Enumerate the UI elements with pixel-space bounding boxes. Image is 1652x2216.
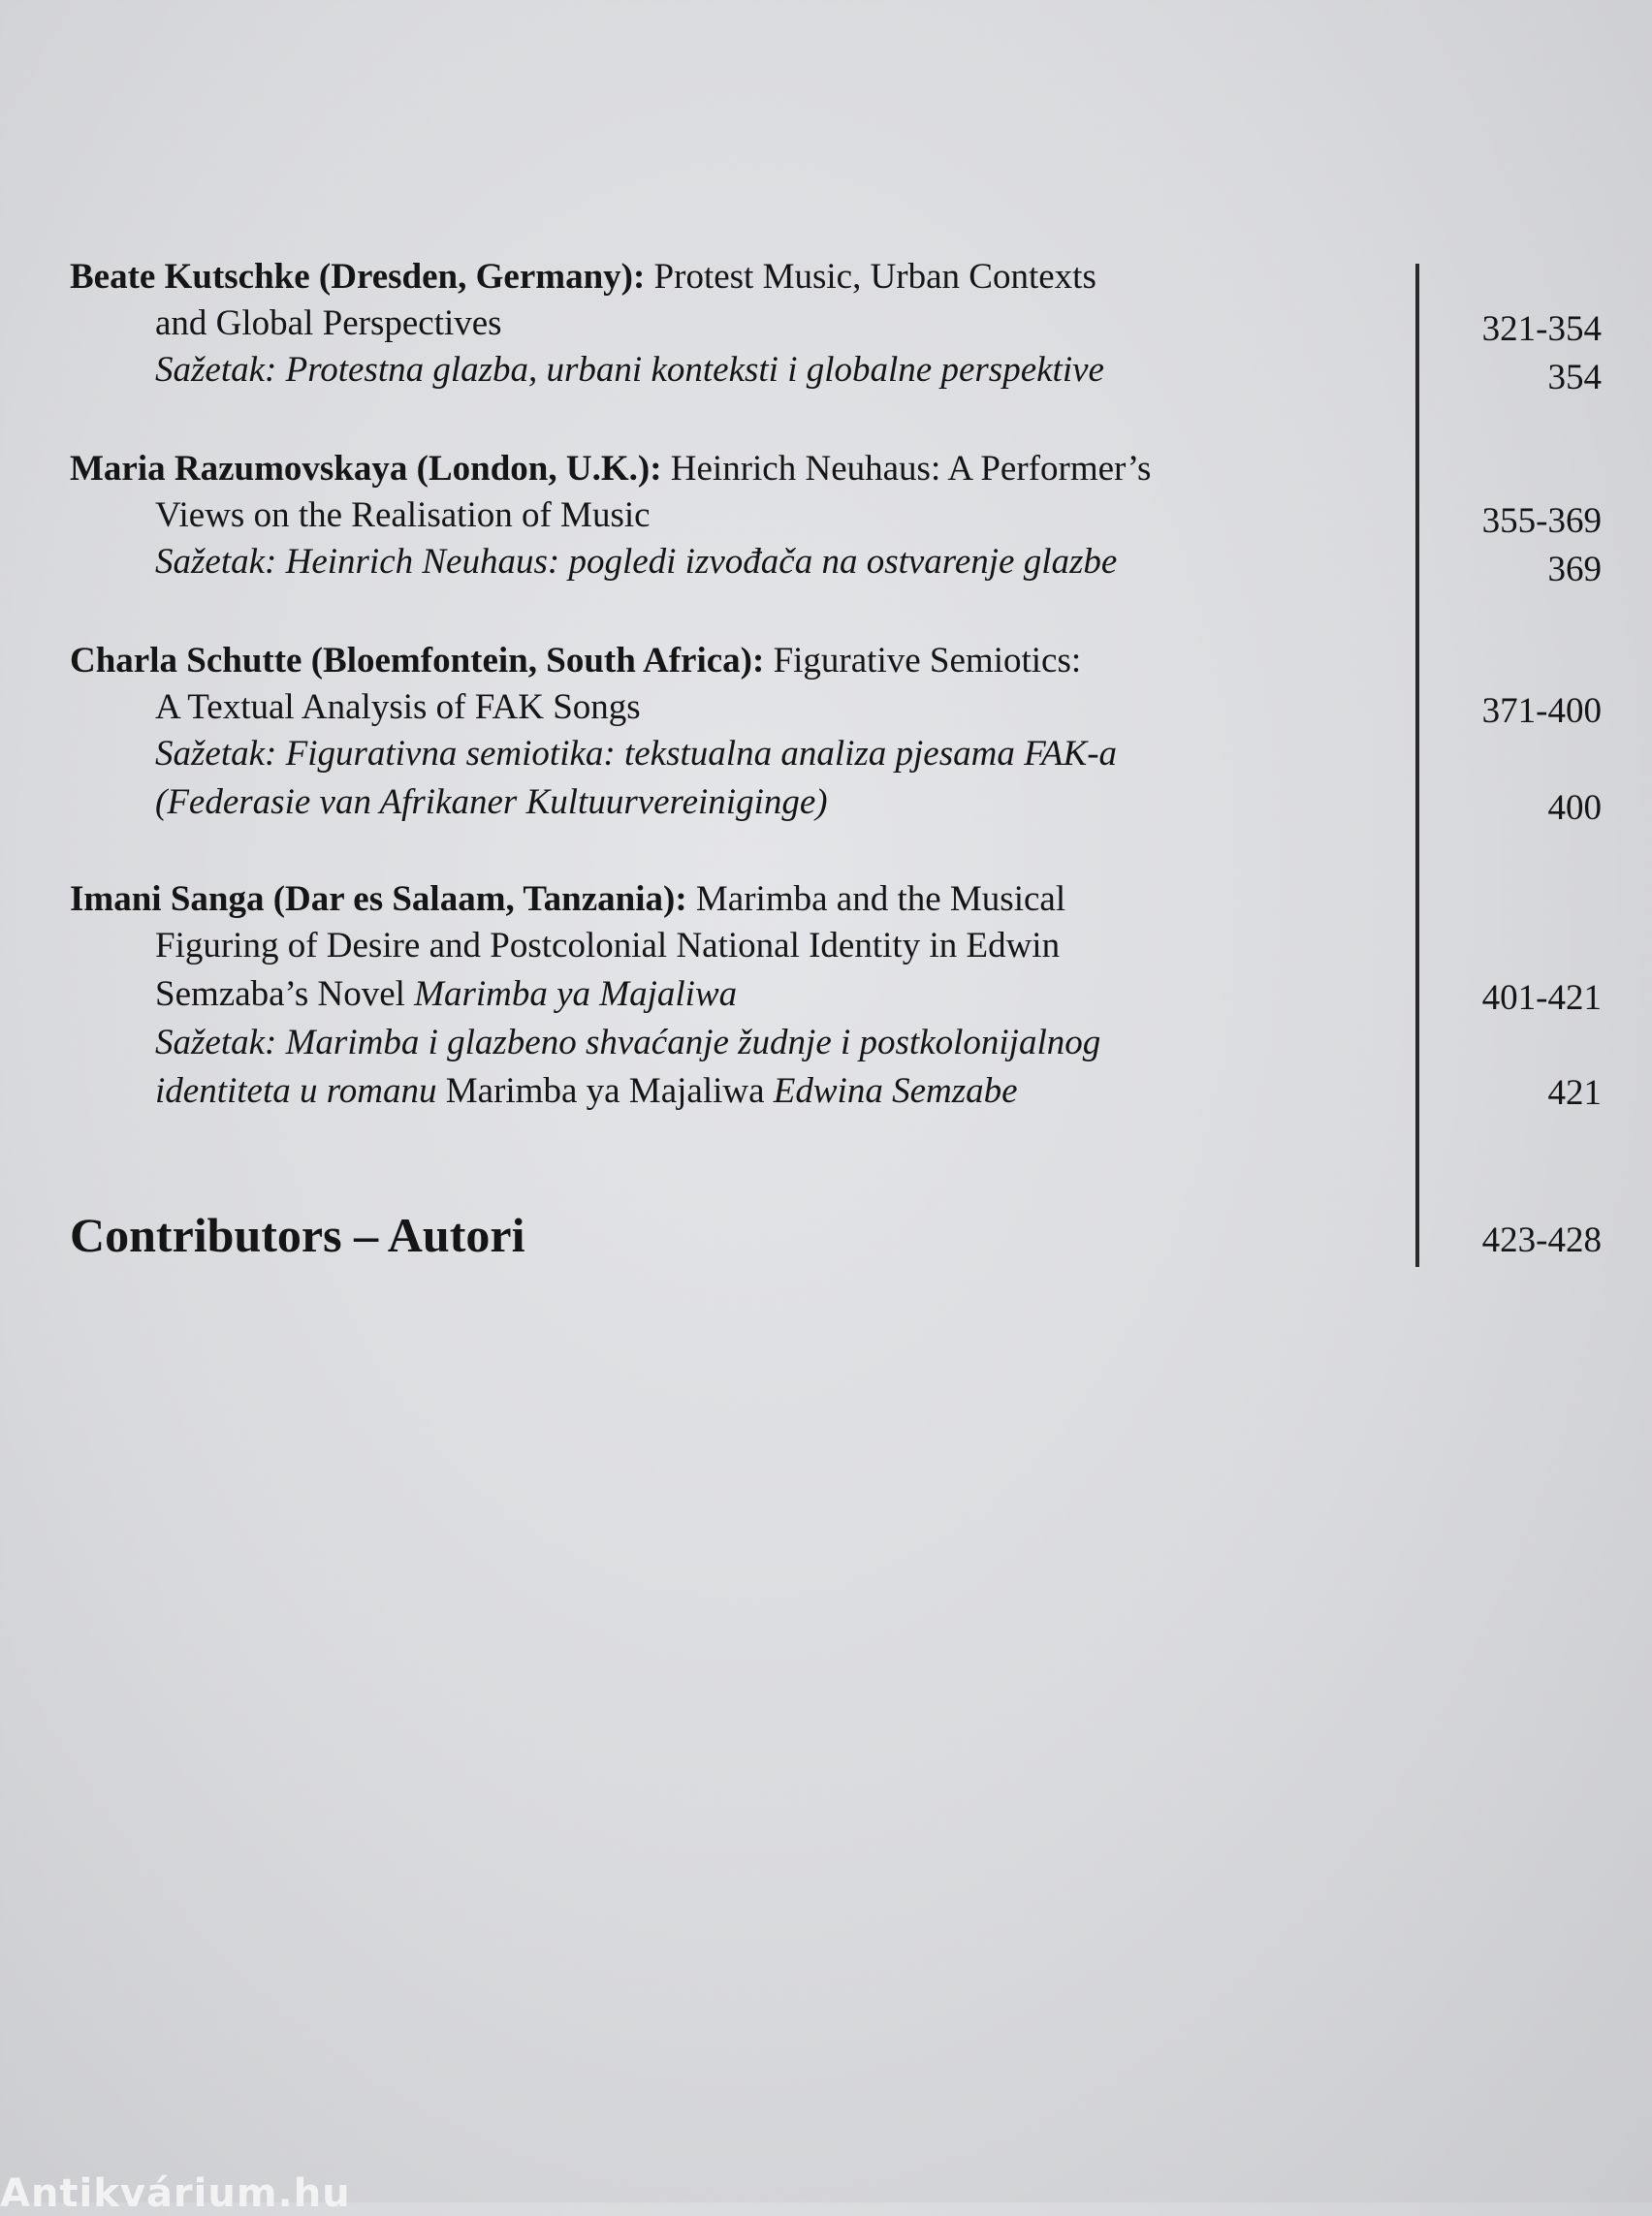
contributors-heading: Contributors – Autori xyxy=(70,1208,525,1262)
entry-title-continued xyxy=(155,971,737,1018)
summary-text: identiteta u romanu xyxy=(155,1071,446,1111)
entry-summary-continued: (Federasie van Afrikaner Kultuurvereiniginge) xyxy=(155,782,828,822)
entry-summary: Sažetak: Heinrich Neuhaus: pogledi izvođača na ostvarenje glazbe xyxy=(155,542,1118,582)
watermark: Antikvárium.hu xyxy=(0,2171,351,2216)
entry-summary: Sažetak: Protestna glazba, urbani konteksti i globalne perspektive xyxy=(155,350,1104,390)
entry-pages: 401-421 xyxy=(1481,978,1602,1018)
entry-heading xyxy=(70,638,1081,684)
summary-page: 354 xyxy=(1547,358,1602,397)
entry-heading xyxy=(70,254,1096,301)
entry-heading xyxy=(70,876,1065,923)
entry-author: Charla Schutte (Bloemfontein, South Africa): xyxy=(70,641,765,681)
entry-pages: 371-400 xyxy=(1481,691,1602,731)
entry-author: Beate Kutschke (Dresden, Germany): xyxy=(70,257,646,297)
entry-summary-continued xyxy=(155,1068,1018,1115)
entry-title-continued: Figuring of Desire and Postcolonial National Identity in Edwin xyxy=(155,926,1061,966)
summary-page: 369 xyxy=(1547,550,1602,589)
entry-pages: 355-369 xyxy=(1481,501,1602,541)
entry-title-continued: A Textual Analysis of FAK Songs xyxy=(155,687,641,727)
entry-author: Imani Sanga (Dar es Salaam, Tanzania): xyxy=(70,879,687,919)
contributors-pages: 423-428 xyxy=(1481,1220,1602,1260)
summary-page: 421 xyxy=(1547,1073,1602,1113)
summary-text-end: Edwina Semzabe xyxy=(764,1071,1018,1111)
entry-pages: 321-354 xyxy=(1481,309,1602,349)
entry-title-text: Semzaba’s Novel xyxy=(155,974,415,1014)
entry-summary: Sažetak: Marimba i glazbeno shvaćanje žudnje i postkolonijalnog xyxy=(155,1023,1101,1062)
summary-page: 400 xyxy=(1547,788,1602,828)
entry-title-continued: Views on the Realisation of Music xyxy=(155,495,651,535)
entry-title-continued: and Global Perspectives xyxy=(155,303,502,343)
entry-heading xyxy=(70,446,1151,492)
entry-title: Heinrich Neuhaus: A Performer’s xyxy=(661,449,1152,489)
entry-title: Protest Music, Urban Contexts xyxy=(645,257,1096,297)
novel-title: Marimba ya Majaliwa xyxy=(414,974,738,1014)
entry-title: Figurative Semiotics: xyxy=(764,641,1082,681)
entry-title: Marimba and the Musical xyxy=(686,879,1066,919)
entry-author: Maria Razumovskaya (London, U.K.): xyxy=(70,449,662,489)
entry-summary: Sažetak: Figurativna semiotika: tekstualna analiza pjesama FAK-a xyxy=(155,734,1118,774)
novel-title-upright: Marimba ya Majaliwa xyxy=(445,1071,765,1111)
